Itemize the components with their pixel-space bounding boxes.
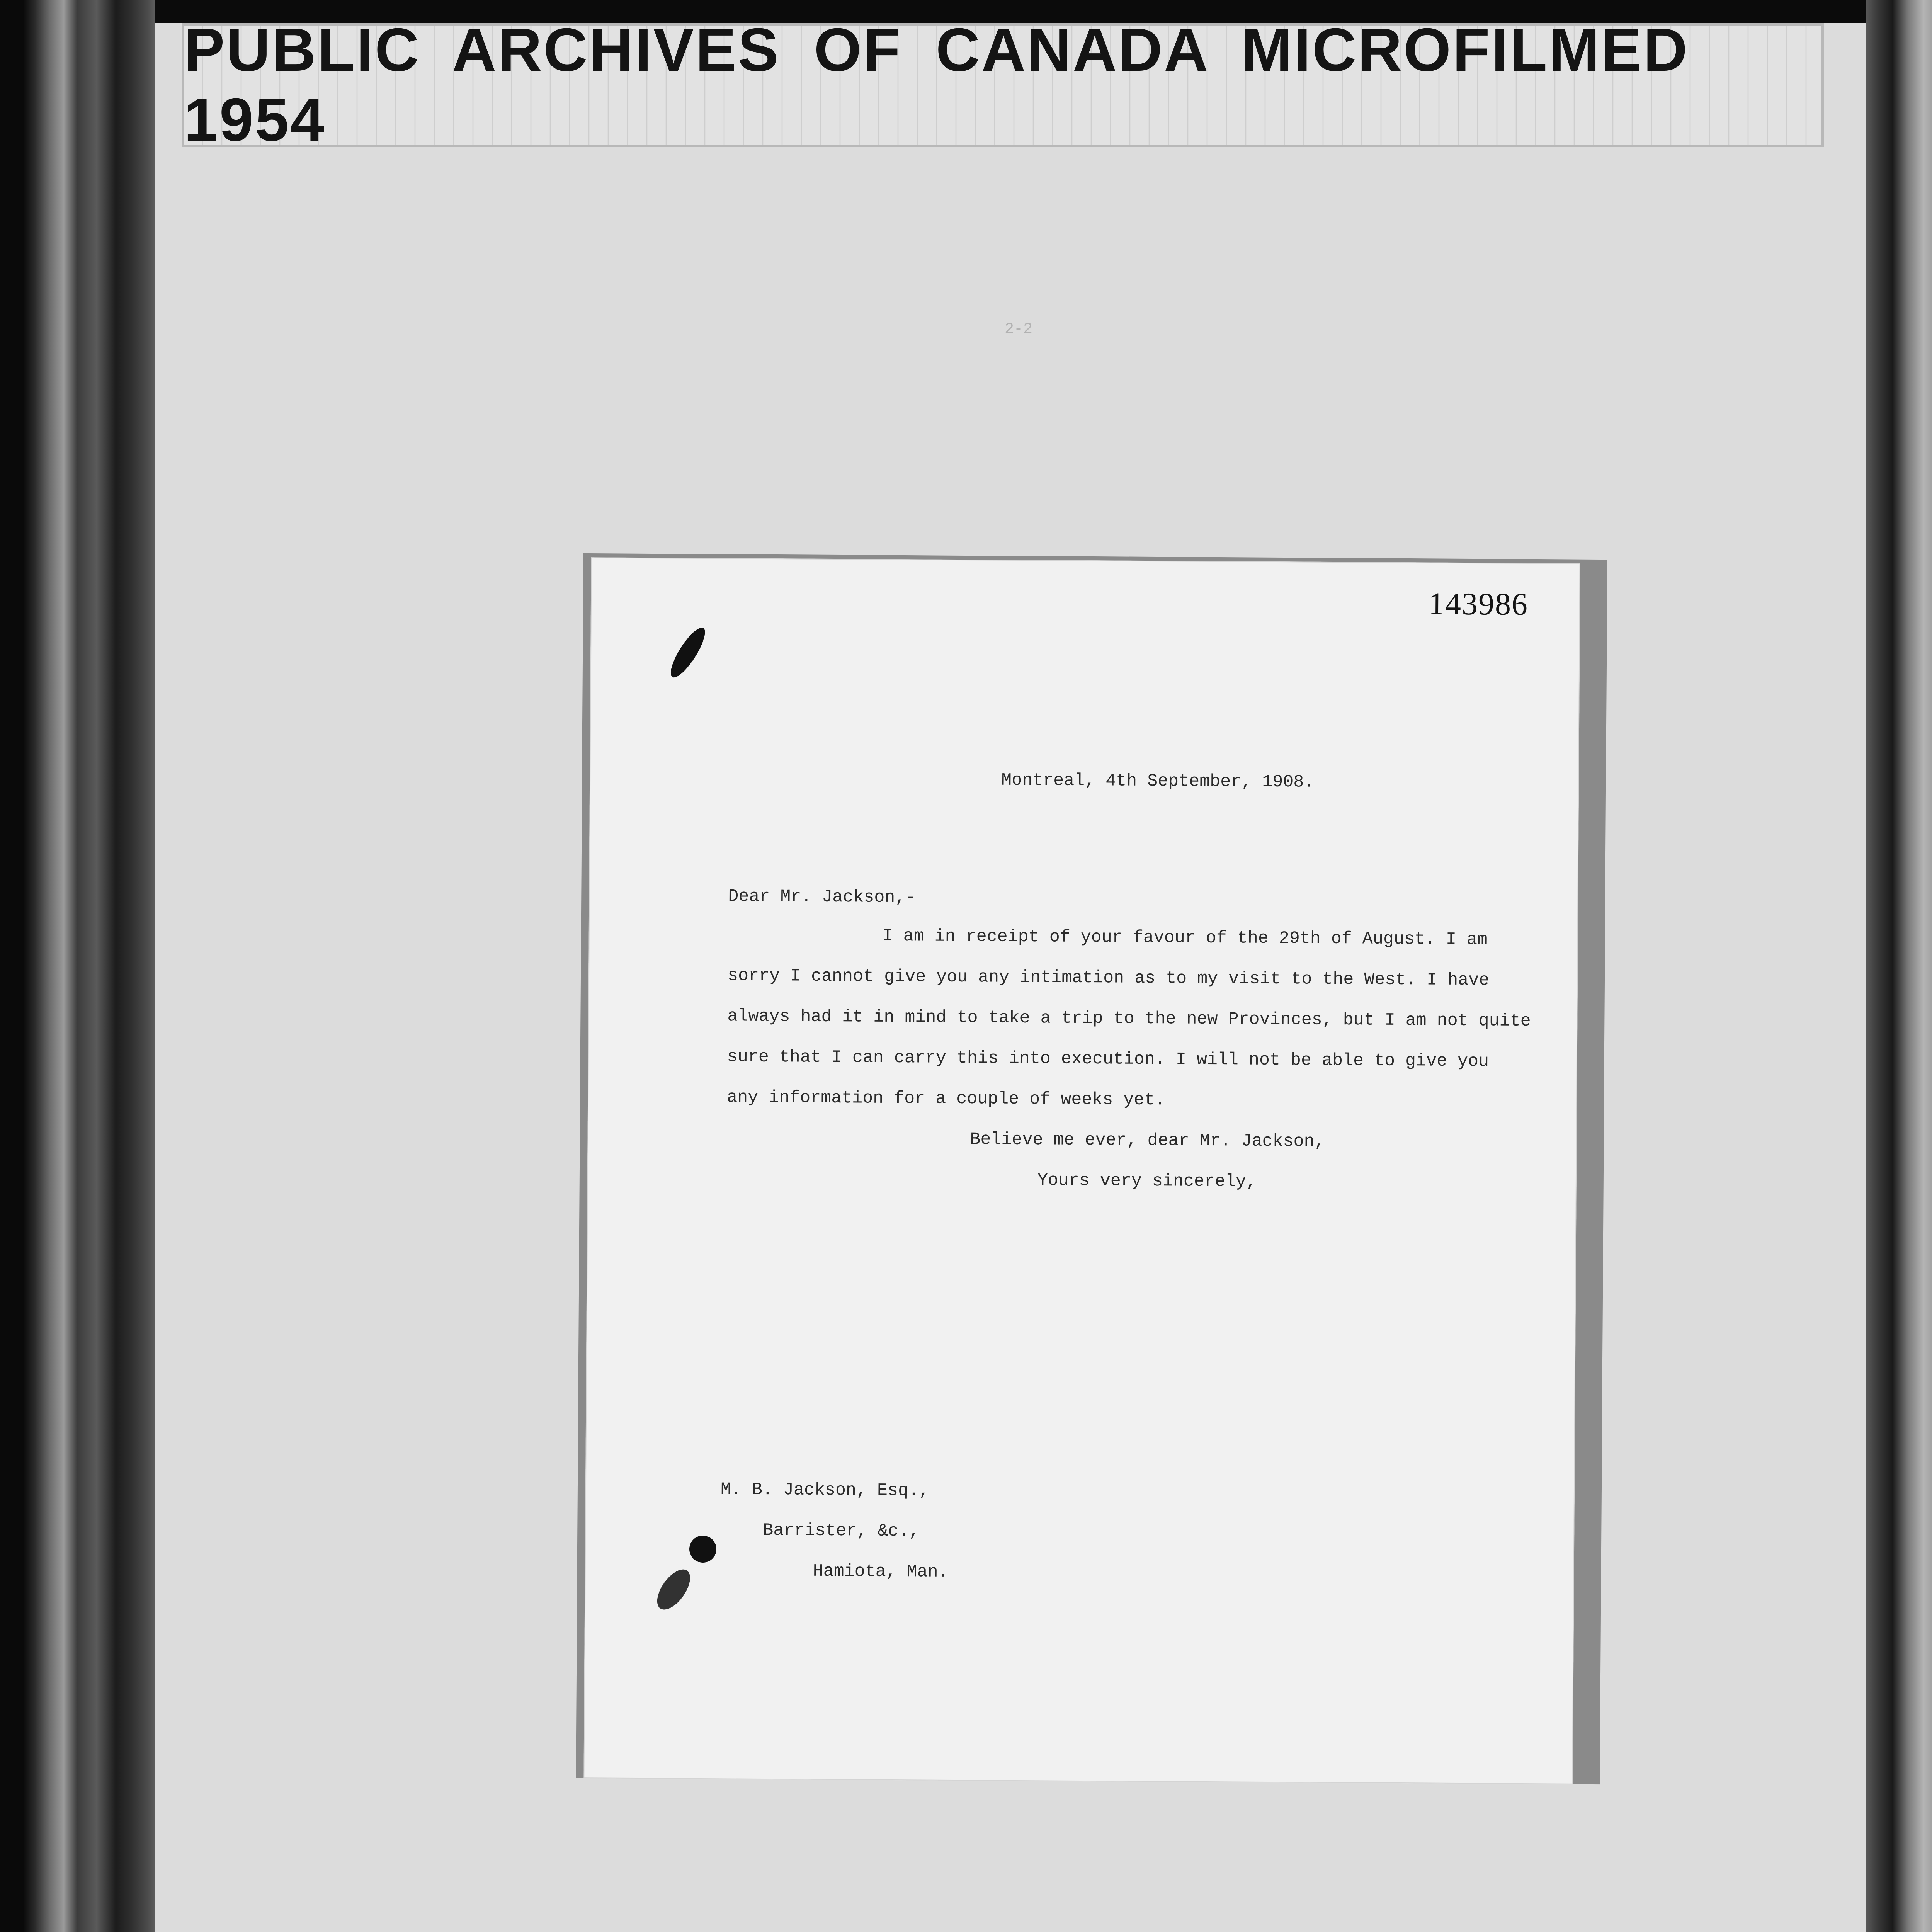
body-line: sorry I cannot give you any intimation as to my visit to the West. I have: [727, 966, 1490, 990]
ink-blot: [651, 1564, 696, 1615]
recipient-name: M. B. Jackson, Esq.,: [720, 1480, 930, 1501]
archive-header-text: PUBLIC ARCHIVES OF CANADA MICROFILMED 1954: [184, 16, 1689, 154]
film-edge-left: [0, 0, 155, 1932]
salutation: Dear Mr. Jackson,-: [728, 886, 916, 908]
closing-line: Yours very sincerely,: [1037, 1170, 1257, 1192]
faint-mark: 2-2: [1005, 321, 1033, 338]
letter-sheet: [583, 557, 1580, 1784]
document-number: 143986: [1428, 586, 1529, 622]
body-line: sure that I can carry this into execution. I will not be able to give you: [727, 1047, 1489, 1071]
ink-blot: [689, 1536, 716, 1563]
body-line: always had it in mind to take a trip to the new Provinces, but I am not quite: [727, 1006, 1531, 1031]
dateline: Montreal, 4th September, 1908.: [1001, 770, 1315, 792]
recipient-title: Barrister, &c.,: [763, 1520, 920, 1541]
body-line: any information for a couple of weeks yet.: [726, 1087, 1165, 1110]
film-edge-right: [1866, 0, 1932, 1932]
body-line: I am in receipt of your favour of the 29th of August. I am: [882, 926, 1488, 950]
archive-header-banner: [182, 16, 1824, 154]
closing-line: Believe me ever, dear Mr. Jackson,: [970, 1129, 1325, 1151]
recipient-location: Hamiota, Man.: [813, 1561, 949, 1582]
ink-blot: [665, 624, 710, 682]
